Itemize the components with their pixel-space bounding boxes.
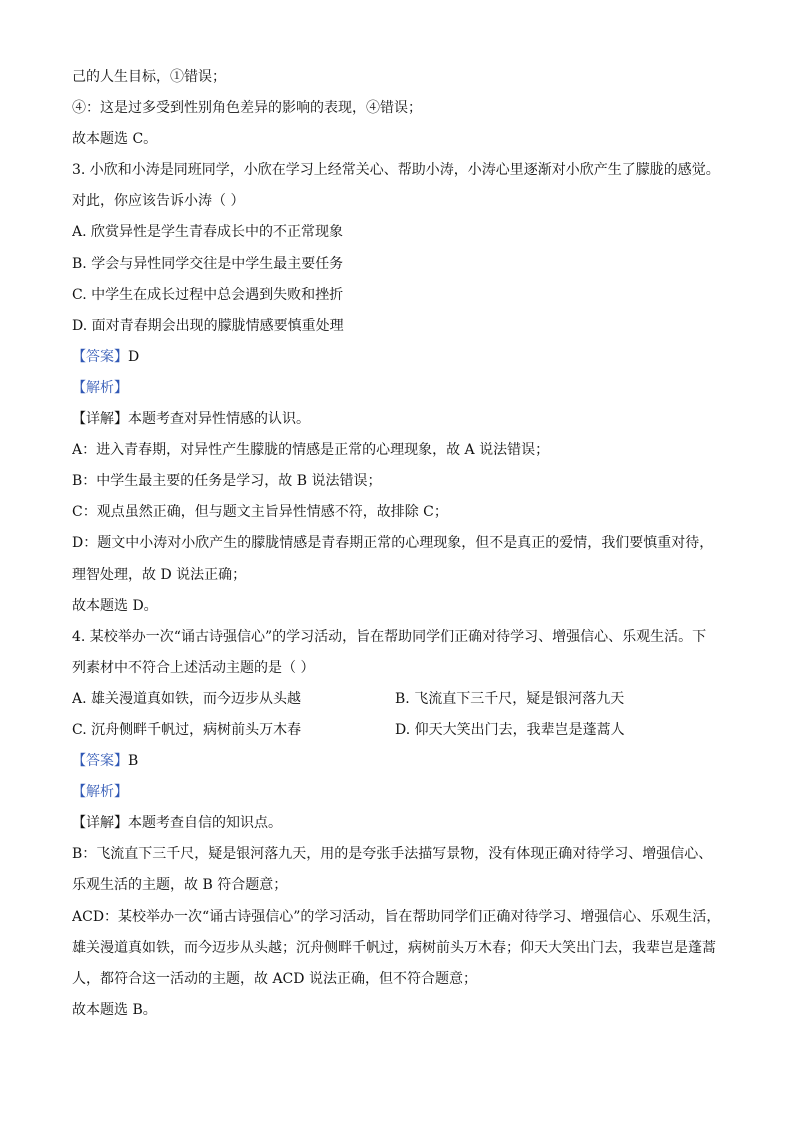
q3-analysis-heading (72, 373, 722, 404)
q4-option-b: B. 飞流直下三千尺，疑是银河落九天 (395, 690, 625, 707)
q4-answer-value: B (128, 753, 139, 770)
q3-answer-value: D (128, 348, 140, 365)
q3-stem-line-2: 对此，你应该告诉小涛（ ） (72, 193, 245, 210)
q3-answer (72, 342, 722, 373)
q4-conclusion: 故本题选 B。 (72, 1001, 157, 1018)
q3-detail-intro (72, 404, 722, 435)
q4-options-row-1 (72, 684, 722, 715)
q4-option-a: A. 雄关漫道真如铁，而今迈步从头越 (72, 690, 302, 707)
q3-stem-line-1: 3. 小欣和小涛是同班同学，小欣在学习上经常关心、帮助小涛，小涛心里逐渐对小欣产生了朦胧的感觉。 (72, 162, 720, 179)
q3-detail-line-2: B：中学生最主要的任务是学习，故 B 说法错误； (72, 473, 382, 490)
q4-detail-line-1: B：飞流直下三千尺，疑是银河落九天，用的是夸张手法描写景物，没有体现正确对待学习、增强信心、 (72, 846, 713, 863)
q4-answer-tag: 【答案】 (72, 753, 128, 770)
q3-analysis-tag: 【解析】 (72, 379, 128, 396)
document-page (72, 62, 722, 1026)
q3-detail-line-5: 理智处理，故 D 说法正确； (72, 566, 247, 583)
q4-option-c: C. 沉舟侧畔千帆过，病树前头万木春 (72, 721, 302, 738)
q3-option-d: D. 面对青春期会出现的朦胧情感要慎重处理 (72, 317, 344, 334)
q3-detail-line-3: C：观点虽然正确，但与题文主旨异性情感不符，故排除 C； (72, 504, 448, 521)
q4-detail-tag: 【详解】 (72, 815, 128, 832)
q4-detail-line-3: ACD：某校举办一次“诵古诗强信心”的学习活动，旨在帮助同学们正确对待学习、增强信心、乐观生活， (72, 908, 721, 925)
q3-detail-tag: 【详解】 (72, 411, 128, 428)
q3-conclusion: 故本题选 D。 (72, 597, 158, 614)
q4-answer (72, 746, 722, 777)
q4-detail-line-4: 雄关漫道真如铁，而今迈步从头越；沉舟侧畔千帆过，病树前头万木春；仰天大笑出门去，我辈岂是蓬蒿 (72, 939, 716, 956)
q3-detail-line-4: D：题文中小涛对小欣产生的朦胧情感是青春期正常的心理现象，但不是真正的爱情，我们要慎重对待， (72, 535, 714, 552)
q4-detail-intro (72, 808, 722, 839)
q4-analysis-heading (72, 777, 722, 808)
q3-detail-line-1: A：进入青春期，对异性产生朦胧的情感是正常的心理现象，故 A 说法错误； (72, 442, 550, 459)
prev-analysis-line-1: 己的人生目标，①错误； (72, 69, 226, 85)
q4-analysis-tag: 【解析】 (72, 784, 128, 801)
q4-options-row-2 (72, 715, 722, 746)
q4-stem-line-2: 列素材中不符合上述活动主题的是（ ） (72, 659, 315, 676)
q3-answer-tag: 【答案】 (72, 348, 128, 365)
q3-detail-intro-text: 本题考查对异性情感的认识。 (128, 411, 310, 428)
prev-analysis-line-2: ④：这是过多受到性别角色差异的影响的表现，④错误； (72, 100, 422, 117)
q4-detail-line-2: 乐观生活的主题，故 B 符合题意； (72, 877, 288, 894)
q4-option-d: D. 仰天大笑出门去，我辈岂是蓬蒿人 (395, 721, 625, 738)
q4-detail-intro-text: 本题考查自信的知识点。 (128, 815, 282, 832)
prev-conclusion: 故本题选 C。 (72, 131, 158, 148)
q3-option-c: C. 中学生在成长过程中总会遇到失败和挫折 (72, 286, 344, 303)
q3-option-b: B. 学会与异性同学交往是中学生最主要任务 (72, 255, 344, 272)
q3-option-a: A. 欣赏异性是学生青春成长中的不正常现象 (72, 224, 344, 241)
q4-stem-line-1: 4. 某校举办一次“诵古诗强信心”的学习活动，旨在帮助同学们正确对待学习、增强信心、乐观生活。下 (72, 628, 707, 645)
q4-detail-line-5: 人，都符合这一活动的主题，故 ACD 说法正确，但不符合题意； (72, 970, 477, 987)
